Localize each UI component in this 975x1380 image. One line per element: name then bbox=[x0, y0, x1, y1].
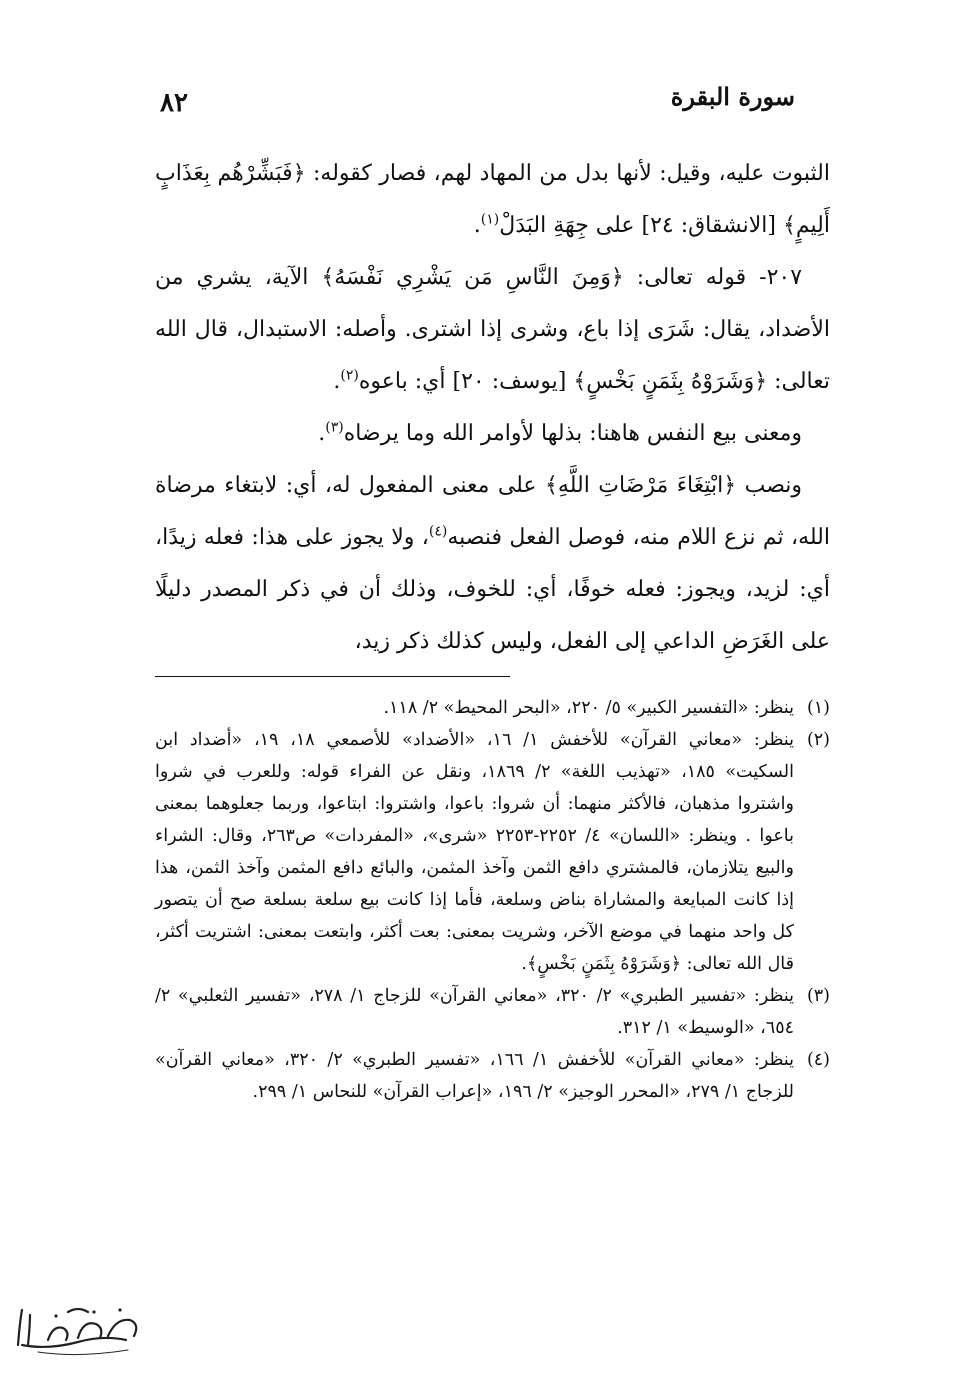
paragraph-1-end: . bbox=[473, 213, 481, 238]
page-header bbox=[160, 82, 795, 122]
footnote-4 bbox=[155, 1044, 830, 1108]
main-body-text bbox=[155, 148, 830, 668]
paragraph-2-end: . bbox=[333, 369, 341, 394]
footnote-text: ينظر: «التفسير الكبير» ٥/ ٢٢٠، «البحر المحيط» ٢/ ١١٨. bbox=[383, 698, 794, 718]
quran-quote: ﴿وَشَرَوْهُ بِثَمَنٍ بَخْسٍ﴾ bbox=[573, 369, 768, 394]
paragraph-1 bbox=[155, 148, 830, 252]
paragraph-3 bbox=[155, 408, 830, 460]
footnote-1 bbox=[155, 692, 830, 724]
paragraph-2-text-b: الآية، يشري من الأضداد، يقال: شَرَى إذا باع، وشرى إذا اشترى. وأصله: الاستبدال، قال الله تعالى: bbox=[155, 265, 830, 394]
footnotes-section bbox=[155, 692, 830, 1108]
footnote-reference-3[interactable]: (٣) bbox=[325, 419, 344, 436]
footnote-2 bbox=[155, 724, 830, 980]
footnote-number: (٣) bbox=[806, 986, 830, 1006]
paragraph-4-text-a: ونصب bbox=[736, 473, 803, 498]
paragraph-2-text-c: [يوسف: ٢٠] أي: باعوه bbox=[358, 369, 574, 394]
footnote-number: (٤) bbox=[806, 1050, 830, 1070]
footnote-text: ينظر: «معاني القرآن» للأخفش ١/ ١٦٦، «تفسير الطبري» ٢/ ٣٢٠، «معاني القرآن» للزجاج ١/ ٢٧٩، «المحرر الوجيز» ٢/ ١٩٦، «إعراب القرآن» للنحاس ١/ ٢٩٩. bbox=[155, 1050, 794, 1102]
paragraph-4-text-c: ، ولا يجوز على هذا: فعله زيدًا، أي: لزيد، ويجوز: فعله خوفًا، أي: للخوف، وذلك أن في ذكر المصدر دليلًا على الغَرَضِ الداعي إلى الفعل، وليس كذلك ذكر زيد، bbox=[155, 525, 830, 654]
paragraph-3-end: . bbox=[318, 421, 326, 446]
page-number: ٨٢ bbox=[160, 88, 188, 118]
footnote-number: (١) bbox=[806, 698, 830, 718]
footnote-reference-4[interactable]: (٤) bbox=[428, 523, 448, 540]
quran-quote: ﴿ابْتِغَاءَ مَرْضَاتِ اللَّهِ﴾ bbox=[545, 473, 737, 498]
paragraph-2 bbox=[155, 252, 830, 408]
footnote-text: ينظر: «تفسير الطبري» ٢/ ٣٢٠، «معاني القرآن» للزجاج ١/ ٢٧٨، «تفسير الثعلبي» ٢/ ٦٥٤، «الوسيط» ١/ ٣١٢. bbox=[155, 986, 794, 1038]
footnote-text: ينظر: «معاني القرآن» للأخفش ١/ ١٦، «الأضداد» للأصمعي ١٨، ١٩، «أضداد ابن السكيت» ١٨٥، «تهذيب اللغة» ٢/ ١٨٦٩، ونقل عن الفراء قوله: وللعرب في شروا واشتروا مذهبان، فالأكثر منهما: أن شروا: باعوا، واشتروا: ابتاعوا، وربما جعلوهما بمعنى باعوا . وينظر: «اللسان» ٤/ ٢٢٥٢-٢٢٥٣ «شرى»، «المفردات» ص٢٦٣، وقال: الشراء والبيع يتلازمان، فالمشتري دافع الثمن وآخذ المثمن، والبائع دافع المثمن وآخذ الثمن، هذا إذا كانت المبايعة والمشاراة بناض وسلعة، فأما إذا كانت بيع سلعة بسلعة صح أن يتصور كل واحد منهما في موضع الآخر، وشريت بمعنى: بعت أكثر، وابتعت بمعنى: اشتريت أكثر، قال الله تعالى: ﴿وَشَرَوْهُ بِثَمَنٍ بَخْسٍ﴾. bbox=[155, 730, 794, 974]
paragraph-1-text-b: [الانشقاق: ٢٤] على جِهَةِ البَدَلْ bbox=[499, 213, 783, 238]
paragraph-4-text-b: على معنى المفعول له، أي: لابتغاء مرضاة الله، ثم نزع اللام منه، فوصل الفعل فنصبه bbox=[155, 473, 830, 550]
publisher-logo-icon bbox=[8, 1290, 148, 1360]
paragraph-2-text-a: ٢٠٧- قوله تعالى: bbox=[623, 265, 803, 290]
footnote-number: (٢) bbox=[806, 730, 830, 750]
quran-quote: ﴿فَبَشِّرْهُم بِعَذَابٍ أَلِيمٍ﴾ bbox=[155, 161, 830, 238]
footnote-reference-1[interactable]: (١) bbox=[480, 211, 500, 228]
paragraph-4 bbox=[155, 460, 830, 668]
surah-title: سورة البقرة bbox=[670, 82, 795, 111]
quran-quote: ﴿وَمِنَ النَّاسِ مَن يَشْرِي نَفْسَهُ﴾ bbox=[321, 265, 624, 290]
footnote-reference-2[interactable]: (٢) bbox=[340, 367, 359, 384]
paragraph-3-text-a: ومعنى بيع النفس هاهنا: بذلها لأوامر الله وما يرضاه bbox=[343, 421, 802, 446]
footnote-separator bbox=[155, 676, 510, 677]
paragraph-1-text-a: الثبوت عليه، وقيل: لأنها بدل من المهاد لهم، فصار كقوله: bbox=[305, 161, 830, 186]
footnote-3 bbox=[155, 980, 830, 1044]
